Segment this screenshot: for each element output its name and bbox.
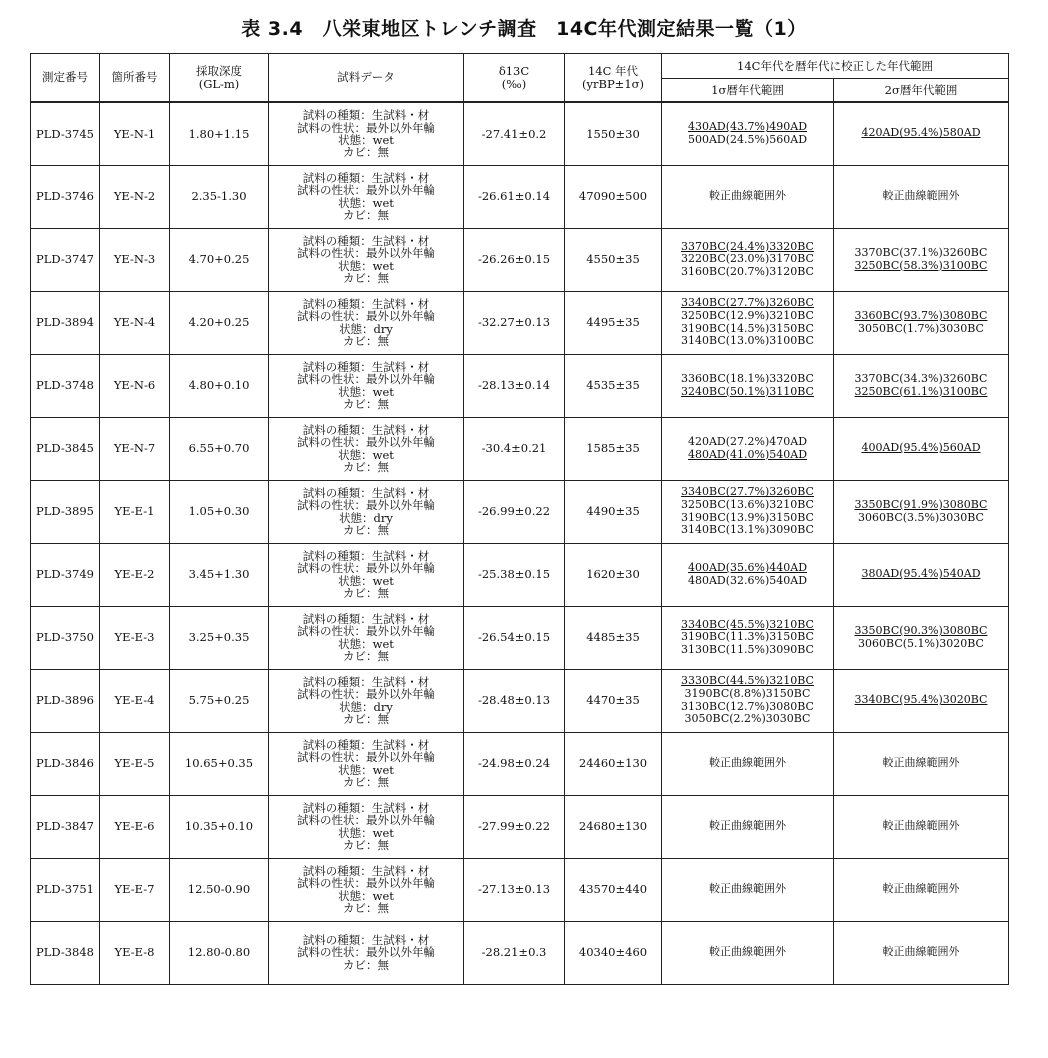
cell-depth: 10.65+0.35 — [170, 732, 269, 795]
calibrated-range-text: 3350BC(91.9%)3080BC — [854, 497, 988, 511]
sample-line: 状態：dry — [339, 321, 393, 336]
cell-one-sigma — [662, 291, 834, 354]
header-depth-unit: (GL-m) — [198, 76, 240, 91]
header-d13c-label: δ13C — [498, 64, 530, 79]
header-location: 箇所番号 — [100, 54, 170, 103]
calibrated-range-text: 較正曲線範囲外 — [709, 819, 786, 833]
cell-id: PLD-3750 — [31, 606, 100, 669]
cell-sample — [269, 228, 464, 291]
sample-line: 試料の種類：生試料・材 — [302, 675, 430, 690]
sample-line: 試料の種類：生試料・材 — [302, 864, 430, 879]
cell-depth: 2.35-1.30 — [170, 165, 269, 228]
cell-sample — [269, 543, 464, 606]
cell-sample — [269, 354, 464, 417]
cell-sample — [269, 102, 464, 165]
calibrated-range — [664, 190, 831, 203]
cell-depth: 1.05+0.30 — [170, 480, 269, 543]
calibrated-range-text: 3190BC(13.9%)3150BC — [681, 510, 814, 524]
cell-depth: 12.50-0.90 — [170, 858, 269, 921]
cell-one-sigma — [662, 228, 834, 291]
calibrated-range-text: 較正曲線範囲外 — [882, 189, 960, 203]
sample-line: 試料の性状：最外以外年輪 — [297, 372, 435, 387]
cell-location: YE-E-4 — [100, 669, 170, 732]
cell-d13c: -28.21±0.3 — [464, 921, 565, 984]
table-row — [31, 291, 1009, 354]
sample-line: 試料の種類：生試料・材 — [302, 738, 430, 753]
calibrated-range-text: 較正曲線範囲外 — [882, 819, 960, 833]
calibrated-range-text: 420AD(95.4%)580AD — [861, 126, 981, 140]
sample-line: 試料の種類：生試料・材 — [302, 360, 430, 375]
cell-id: PLD-3846 — [31, 732, 100, 795]
cell-location: YE-N-7 — [100, 417, 170, 480]
sample-line: 試料の性状：最外以外年輪 — [297, 813, 435, 828]
sample-line: 状態：wet — [338, 195, 394, 210]
calibrated-range-text: 3350BC(90.3%)3080BC — [854, 623, 988, 637]
calibrated-range-text: 較正曲線範囲外 — [882, 882, 960, 896]
cell-c14-age: 1585±35 — [565, 417, 662, 480]
table-row — [31, 480, 1009, 543]
cell-id: PLD-3749 — [31, 543, 100, 606]
calibrated-range-text: 3130BC(11.5%)3090BC — [681, 642, 814, 656]
calibrated-range — [664, 449, 831, 462]
cell-sample — [269, 921, 464, 984]
cell-d13c: -30.4±0.21 — [464, 417, 565, 480]
calibrated-range-text: 3340BC(45.5%)3210BC — [681, 617, 814, 631]
table-row — [31, 606, 1009, 669]
table-row — [31, 417, 1009, 480]
sample-line: 試料の種類：生試料・材 — [302, 933, 430, 948]
cell-d13c: -27.41±0.2 — [464, 102, 565, 165]
cell-d13c: -26.26±0.15 — [464, 228, 565, 291]
cell-two-sigma — [834, 795, 1009, 858]
cell-c14-age: 4490±35 — [565, 480, 662, 543]
calibrated-range — [664, 713, 831, 726]
table-body — [31, 102, 1009, 984]
sample-line: カビ：無 — [343, 957, 389, 972]
table-row — [31, 354, 1009, 417]
calibrated-range-text: 較正曲線範囲外 — [882, 945, 960, 959]
cell-depth: 5.75+0.25 — [170, 669, 269, 732]
cell-d13c: -27.99±0.22 — [464, 795, 565, 858]
cell-location: YE-N-1 — [100, 102, 170, 165]
calibrated-range-text: 3140BC(13.0%)3100BC — [681, 334, 814, 348]
cell-d13c: -28.48±0.13 — [464, 669, 565, 732]
calibrated-range — [836, 694, 1006, 707]
cell-one-sigma — [662, 543, 834, 606]
header-c14age — [565, 54, 662, 103]
calibrated-range — [836, 260, 1006, 273]
cell-one-sigma — [662, 354, 834, 417]
calibrated-range — [664, 335, 831, 348]
calibrated-range-text: 3140BC(13.1%)3090BC — [681, 523, 814, 537]
sample-line: 試料の性状：最外以外年輪 — [297, 309, 435, 324]
calibrated-range-text: 480AD(41.0%)540AD — [687, 447, 808, 461]
calibrated-range-text: 3050BC(2.2%)3030BC — [684, 712, 811, 726]
calibrated-range — [836, 883, 1006, 896]
sample-line: カビ：無 — [343, 900, 389, 915]
sample-line: 状態：wet — [338, 258, 394, 273]
sample-line: カビ：無 — [343, 333, 389, 348]
calibrated-range — [836, 323, 1006, 336]
sample-line: 状態：wet — [338, 636, 394, 651]
table-row — [31, 228, 1009, 291]
sample-line: 状態：wet — [338, 573, 394, 588]
cell-d13c: -26.61±0.14 — [464, 165, 565, 228]
calibrated-range-text: 3060BC(3.5%)3030BC — [858, 510, 984, 524]
calibrated-range-text: 3190BC(11.3%)3150BC — [681, 630, 814, 644]
calibrated-range-text: 3370BC(24.4%)3320BC — [681, 239, 814, 253]
table-row — [31, 669, 1009, 732]
sample-line: 状態：dry — [339, 510, 393, 525]
sample-line: 試料の種類：生試料・材 — [302, 108, 430, 123]
cell-id: PLD-3894 — [31, 291, 100, 354]
calibrated-range-text: 較正曲線範囲外 — [709, 945, 786, 959]
table-row — [31, 165, 1009, 228]
cell-two-sigma — [834, 480, 1009, 543]
cell-location: YE-E-6 — [100, 795, 170, 858]
cell-d13c: -28.13±0.14 — [464, 354, 565, 417]
cell-location: YE-E-8 — [100, 921, 170, 984]
cell-depth: 4.20+0.25 — [170, 291, 269, 354]
calibrated-range-text: 3250BC(13.6%)3210BC — [681, 497, 814, 511]
cell-sample — [269, 606, 464, 669]
calibrated-range-text: 3250BC(58.3%)3100BC — [854, 258, 988, 272]
cell-id: PLD-3751 — [31, 858, 100, 921]
header-one-sigma: 1σ暦年代範囲 — [662, 79, 834, 103]
calibrated-range — [836, 190, 1006, 203]
cell-one-sigma — [662, 795, 834, 858]
cell-location: YE-E-1 — [100, 480, 170, 543]
sample-line: カビ：無 — [343, 837, 389, 852]
cell-two-sigma — [834, 417, 1009, 480]
cell-d13c: -32.27±0.13 — [464, 291, 565, 354]
calibrated-range-text: 3250BC(12.9%)3210BC — [681, 308, 814, 322]
cell-two-sigma — [834, 291, 1009, 354]
cell-sample — [269, 291, 464, 354]
sample-line: 状態：wet — [338, 888, 394, 903]
cell-location: YE-N-4 — [100, 291, 170, 354]
cell-two-sigma — [834, 732, 1009, 795]
calibrated-range-text: 500AD(24.5%)560AD — [687, 132, 808, 146]
cell-c14-age: 40340±460 — [565, 921, 662, 984]
sample-line: 状態：wet — [338, 447, 394, 462]
sample-line: 試料の種類：生試料・材 — [302, 612, 430, 627]
cell-c14-age: 24460±130 — [565, 732, 662, 795]
cell-c14-age: 4470±35 — [565, 669, 662, 732]
calibrated-range-text: 3160BC(20.7%)3120BC — [681, 264, 814, 278]
cell-id: PLD-3747 — [31, 228, 100, 291]
cell-one-sigma — [662, 102, 834, 165]
sample-line: 試料の性状：最外以外年輪 — [297, 945, 435, 960]
cell-two-sigma — [834, 228, 1009, 291]
calibrated-range-text: 3240BC(50.1%)3110BC — [681, 384, 814, 398]
cell-one-sigma — [662, 606, 834, 669]
calibrated-range — [836, 820, 1006, 833]
cell-id: PLD-3748 — [31, 354, 100, 417]
cell-c14-age: 4485±35 — [565, 606, 662, 669]
calibrated-range — [664, 644, 831, 657]
header-two-sigma: 2σ暦年代範囲 — [834, 79, 1009, 103]
table-header — [31, 54, 1009, 103]
sample-line: カビ：無 — [343, 144, 389, 159]
sample-line: カビ：無 — [343, 270, 389, 285]
cell-c14-age: 1620±30 — [565, 543, 662, 606]
calibrated-range — [664, 266, 831, 279]
sample-line: カビ：無 — [343, 648, 389, 663]
sample-line: 状態：wet — [338, 825, 394, 840]
sample-line: 状態：wet — [338, 762, 394, 777]
cell-id: PLD-3848 — [31, 921, 100, 984]
header-sample: 試料データ — [269, 54, 464, 103]
calibrated-range-text: 3360BC(18.1%)3320BC — [681, 371, 814, 385]
cell-depth: 1.80+1.15 — [170, 102, 269, 165]
cell-depth: 12.80-0.80 — [170, 921, 269, 984]
sample-line: 状態：dry — [339, 699, 393, 714]
calibrated-range — [664, 757, 831, 770]
cell-sample — [269, 669, 464, 732]
calibrated-range — [664, 575, 831, 588]
sample-line: カビ：無 — [343, 585, 389, 600]
header-id: 測定番号 — [31, 54, 100, 103]
cell-two-sigma — [834, 606, 1009, 669]
calibrated-range-text: 3060BC(5.1%)3020BC — [858, 636, 984, 650]
calibrated-range-text: 3360BC(93.7%)3080BC — [854, 308, 988, 322]
header-c14age-unit: (yrBP±1σ) — [582, 76, 644, 91]
calibrated-range — [836, 386, 1006, 399]
cell-depth: 10.35+0.10 — [170, 795, 269, 858]
calibrated-range — [836, 127, 1006, 140]
calibrated-range-text: 420AD(27.2%)470AD — [687, 434, 808, 448]
calibrated-range-text: 3250BC(61.1%)3100BC — [854, 384, 988, 398]
cell-location: YE-N-6 — [100, 354, 170, 417]
calibrated-range — [664, 386, 831, 399]
cell-two-sigma — [834, 669, 1009, 732]
calibrated-range-text: 3220BC(23.0%)3170BC — [681, 252, 814, 266]
cell-one-sigma — [662, 732, 834, 795]
sample-line: 試料の種類：生試料・材 — [302, 801, 430, 816]
table-row — [31, 795, 1009, 858]
cell-depth: 3.25+0.35 — [170, 606, 269, 669]
cell-c14-age: 1550±30 — [565, 102, 662, 165]
cell-d13c: -24.98±0.24 — [464, 732, 565, 795]
cell-sample — [269, 732, 464, 795]
sample-line: 状態：wet — [338, 384, 394, 399]
sample-line: 試料の性状：最外以外年輪 — [297, 876, 435, 891]
sample-line: カビ：無 — [343, 459, 389, 474]
cell-c14-age: 4495±35 — [565, 291, 662, 354]
table-row — [31, 921, 1009, 984]
cell-sample — [269, 165, 464, 228]
calibrated-range — [664, 524, 831, 537]
sample-line: 試料の性状：最外以外年輪 — [297, 498, 435, 513]
sample-line: 試料の種類：生試料・材 — [302, 423, 430, 438]
sample-line: カビ：無 — [343, 396, 389, 411]
calibrated-range — [836, 568, 1006, 581]
cell-two-sigma — [834, 543, 1009, 606]
sample-line: カビ：無 — [343, 774, 389, 789]
cell-two-sigma — [834, 921, 1009, 984]
calibrated-range — [664, 820, 831, 833]
sample-line: 試料の性状：最外以外年輪 — [297, 561, 435, 576]
calibrated-range-text: 3130BC(12.7%)3080BC — [681, 699, 814, 713]
cell-two-sigma — [834, 165, 1009, 228]
cell-location: YE-E-2 — [100, 543, 170, 606]
cell-id: PLD-3745 — [31, 102, 100, 165]
calibrated-range — [836, 442, 1006, 455]
results-table — [30, 53, 1009, 985]
cell-d13c: -27.13±0.13 — [464, 858, 565, 921]
cell-c14-age: 43570±440 — [565, 858, 662, 921]
cell-two-sigma — [834, 858, 1009, 921]
cell-d13c: -26.54±0.15 — [464, 606, 565, 669]
cell-sample — [269, 795, 464, 858]
sample-line: 試料の性状：最外以外年輪 — [297, 750, 435, 765]
sample-line: カビ：無 — [343, 207, 389, 222]
calibrated-range-text: 較正曲線範囲外 — [882, 756, 960, 770]
cell-location: YE-E-5 — [100, 732, 170, 795]
calibrated-range-text: 較正曲線範囲外 — [709, 189, 786, 203]
calibrated-range-text: 400AD(35.6%)440AD — [687, 560, 808, 574]
calibrated-range — [836, 638, 1006, 651]
cell-id: PLD-3895 — [31, 480, 100, 543]
table-title: 表 3.4 八栄東地区トレンチ調査 14C年代測定結果一覧（1） — [241, 18, 807, 40]
header-c14age-label: 14C 年代 — [587, 64, 639, 79]
sample-line: 試料の種類：生試料・材 — [302, 297, 430, 312]
calibrated-range-text: 較正曲線範囲外 — [709, 882, 786, 896]
cell-id: PLD-3746 — [31, 165, 100, 228]
cell-c14-age: 47090±500 — [565, 165, 662, 228]
calibrated-range-text: 3370BC(34.3%)3260BC — [854, 371, 988, 385]
calibrated-range — [836, 512, 1006, 525]
cell-two-sigma — [834, 354, 1009, 417]
calibrated-range-text: 較正曲線範囲外 — [709, 756, 786, 770]
cell-two-sigma — [834, 102, 1009, 165]
cell-id: PLD-3896 — [31, 669, 100, 732]
cell-c14-age: 4550±35 — [565, 228, 662, 291]
calibrated-range-text: 430AD(43.7%)490AD — [687, 120, 808, 134]
sample-line: 試料の種類：生試料・材 — [302, 171, 430, 186]
calibrated-range-text: 3050BC(1.7%)3030BC — [858, 321, 984, 335]
cell-depth: 3.45+1.30 — [170, 543, 269, 606]
cell-depth: 4.80+0.10 — [170, 354, 269, 417]
calibrated-range-text: 3340BC(27.7%)3260BC — [681, 485, 814, 499]
calibrated-range-text: 480AD(32.6%)540AD — [687, 573, 808, 587]
sample-line: 試料の性状：最外以外年輪 — [297, 435, 435, 450]
cell-sample — [269, 858, 464, 921]
cell-location: YE-N-3 — [100, 228, 170, 291]
sample-line: 試料の性状：最外以外年輪 — [297, 687, 435, 702]
calibrated-range-text: 3190BC(8.8%)3150BC — [684, 686, 811, 700]
cell-one-sigma — [662, 921, 834, 984]
cell-one-sigma — [662, 165, 834, 228]
cell-depth: 6.55+0.70 — [170, 417, 269, 480]
table-row — [31, 858, 1009, 921]
calibrated-range-text: 380AD(95.4%)540AD — [861, 567, 981, 581]
cell-c14-age: 24680±130 — [565, 795, 662, 858]
calibrated-range-text: 3340BC(95.4%)3020BC — [854, 693, 988, 707]
sample-line: 試料の性状：最外以外年輪 — [297, 183, 435, 198]
sample-line: カビ：無 — [343, 522, 389, 537]
calibrated-range — [664, 883, 831, 896]
calibrated-range — [836, 946, 1006, 959]
calibrated-range — [664, 946, 831, 959]
cell-one-sigma — [662, 858, 834, 921]
calibrated-range-text: 3190BC(14.5%)3150BC — [681, 321, 814, 335]
sample-line: 試料の性状：最外以外年輪 — [297, 120, 435, 135]
sample-line: 試料の性状：最外以外年輪 — [297, 624, 435, 639]
sample-line: 試料の種類：生試料・材 — [302, 549, 430, 564]
cell-id: PLD-3847 — [31, 795, 100, 858]
cell-location: YE-E-3 — [100, 606, 170, 669]
cell-one-sigma — [662, 669, 834, 732]
cell-one-sigma — [662, 417, 834, 480]
sample-line: 状態：wet — [338, 132, 394, 147]
calibrated-range — [836, 757, 1006, 770]
cell-one-sigma — [662, 480, 834, 543]
cell-c14-age: 4535±35 — [565, 354, 662, 417]
header-depth — [170, 54, 269, 103]
sample-line: 試料の性状：最外以外年輪 — [297, 246, 435, 261]
header-calibrated: 14C年代を暦年代に校正した年代範囲 — [662, 54, 1009, 79]
sample-line: 試料の種類：生試料・材 — [302, 234, 430, 249]
cell-location: YE-E-7 — [100, 858, 170, 921]
table-row — [31, 732, 1009, 795]
table-row — [31, 543, 1009, 606]
cell-location: YE-N-2 — [100, 165, 170, 228]
calibrated-range — [664, 134, 831, 147]
cell-sample — [269, 417, 464, 480]
cell-sample — [269, 480, 464, 543]
sample-line: カビ：無 — [343, 711, 389, 726]
calibrated-range-text: 400AD(95.4%)560AD — [861, 441, 981, 455]
cell-d13c: -26.99±0.22 — [464, 480, 565, 543]
header-depth-label: 採取深度 — [196, 64, 242, 79]
sample-line: 試料の種類：生試料・材 — [302, 486, 430, 501]
header-d13c-unit: (‰) — [501, 76, 527, 91]
cell-d13c: -25.38±0.15 — [464, 543, 565, 606]
calibrated-range-text: 3370BC(37.1%)3260BC — [854, 245, 988, 259]
cell-id: PLD-3845 — [31, 417, 100, 480]
calibrated-range-text: 3330BC(44.5%)3210BC — [681, 674, 814, 688]
table-row — [31, 102, 1009, 165]
header-d13c — [464, 54, 565, 103]
cell-depth: 4.70+0.25 — [170, 228, 269, 291]
calibrated-range-text: 3340BC(27.7%)3260BC — [681, 296, 814, 310]
